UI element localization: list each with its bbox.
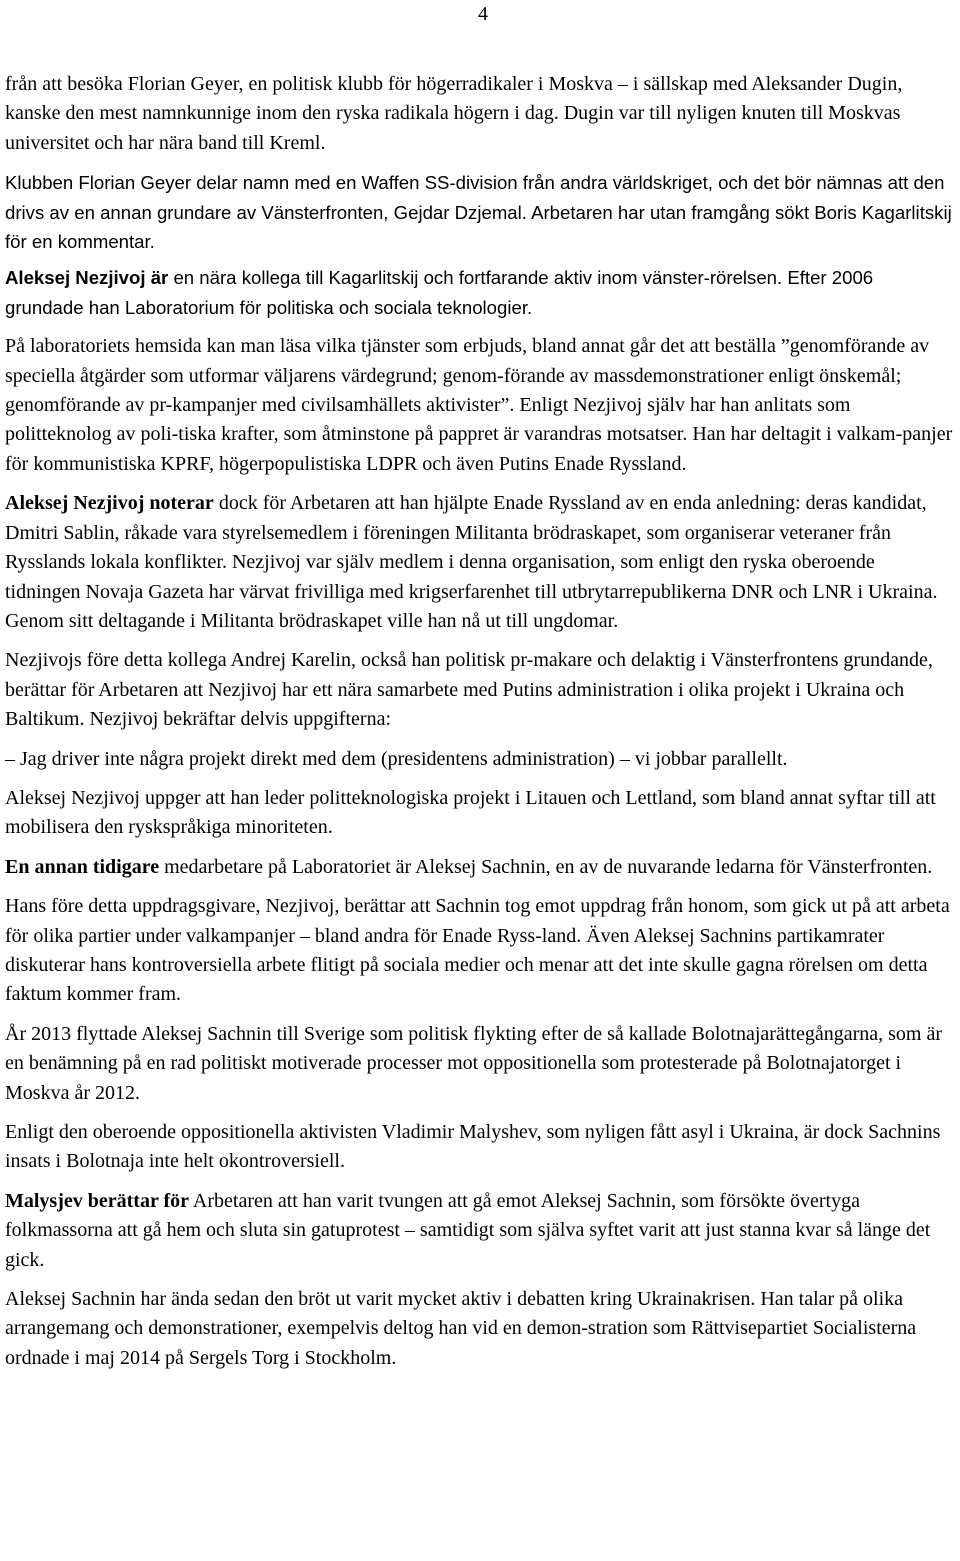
quote-paragraph: – Jag driver inte några projekt direkt med dem (presidentens administration) – vi jobbar parallellt.	[5, 747, 788, 770]
lead-in: En annan tidigare	[5, 855, 160, 878]
paragraph: År 2013 flyttade Aleksej Sachnin till Sverige som politisk flykting efter de så kallade Bolotnajarättegångarna, som är en benämning på en rad politiskt motiverade processer mot oppositionella som protesterade på Bolotnajatorget i Moskva år 2012.	[5, 1022, 942, 1104]
paragraph: Aleksej Nezjivoj uppger att han leder politteknologiska projekt i Litauen och Lettland, som bland annat syftar till att mobilisera den ryskspråkiga minoriteten.	[5, 786, 936, 839]
page-number: 4	[478, 3, 488, 25]
article-body	[5, 70, 955, 1383]
paragraph: På laboratoriets hemsida kan man läsa vilka tjänster som erbjuds, bland annat går det att beställa ”genomförande av speciella åtgärder som utformar väljarens värdegrund; genom-förande av massdemonstrationer enligt önskemål; genomförande av pr-kampanjer med civilsamhällets aktivister”. Enligt Nezjivoj själv har han anlitats som politteknolog av poli-tiska krafter, som åtminstone på pappret är varandras motsatser. Han har deltagit i valkam-panjer för kommunistiska KPRF, högerpopulistiska LDPR och även Putins Enade Ryssland.	[5, 335, 953, 475]
paragraph: Aleksej Sachnin har ända sedan den bröt ut varit mycket aktiv i debatten kring Ukrainakrisen. Han talar på olika arrangemang och demonstrationer, exempelvis deltog han vid en demon-stration som Rättvisepartiet Socialisterna ordnade i maj 2014 på Sergels Torg i Stockholm.	[5, 1288, 917, 1369]
paragraph-text: dock för Arbetaren att han hjälpte Enade Ryssland av en enda anledning: deras kandidat, Dmitri Sablin, råkade vara styrelsemedlem i föreningen Militanta brödraskapet, som organiserar veteraner från Rysslands lokala konflikter. Nezjivoj var själv medlem i denna organisation, som enligt den ryska oberoende tidningen Novaja Gazeta har värvat frivilliga med krigserfarenhet till utbrytarrepublikerna DNR och LNR i Ukraina. Genom sitt deltagande i Militanta brödraskapet ville han nå ut till ungdomar.	[5, 492, 938, 632]
lead-in: Malysjev berättar för	[5, 1189, 190, 1212]
paragraph	[5, 263, 955, 322]
paragraph	[5, 489, 955, 636]
paragraph: Enligt den oberoende oppositionella aktivisten Vladimir Malyshev, som nyligen fått asyl i Ukraina, är dock Sachnins insats i Bolotnaja inte helt okontroversiell.	[5, 1121, 941, 1173]
paragraph	[5, 853, 955, 882]
lead-in: Aleksej Nezjivoj är	[5, 267, 169, 289]
paragraph-text: en nära kollega till Kagarlitskij och fortfarande aktiv inom vänster-rörelsen. Efter 2006 grundade han Laboratorium för politiska och sociala teknologier.	[5, 267, 874, 318]
paragraph-text: medarbetare på Laboratoriet är Aleksej Sachnin, en av de nuvarande ledarna för Vänsterfronten.	[159, 855, 933, 878]
paragraph-text: Arbetaren att han varit tvungen att gå emot Aleksej Sachnin, som försökte övertyga folkmassorna att gå hem och sluta sin gatuprotest – samtidigt som själva syftet varit att just stanna kvar så länge det gick.	[5, 1189, 931, 1271]
paragraph: från att besöka Florian Geyer, en politisk klubb för högerradikaler i Moskva – i sällskap med Aleksander Dugin, kanske den mest namnkunnige inom den ryska radikala högern i dag. Dugin var till nyligen knuten till Moskvas universitet och har nära band till Kreml.	[5, 73, 903, 154]
paragraph: Hans före detta uppdragsgivare, Nezjivoj, berättar att Sachnin tog emot uppdrag från honom, som gick ut på att arbeta för olika partier under valkampanjer – bland andra för Enade Ryss-land. Även Aleksej Sachnins partikamrater diskuterar hans kontroversiella arbete flitigt på sociala medier och menar att det inte skulle gagna rörelsen om detta faktum kommer fram.	[5, 895, 950, 1006]
lead-in: Aleksej Nezjivoj noterar	[5, 492, 214, 515]
paragraph: Klubben Florian Geyer delar namn med en Waffen SS-division från andra världskriget, och det bör nämnas att den drivs av en annan grundare av Vänsterfronten, Gejdar Dzjemal. Arbetaren har utan framgång sökt Boris Kagarlitskij för en kommentar.	[5, 172, 952, 253]
paragraph: Nezjivojs före detta kollega Andrej Karelin, också han politisk pr-makare och delaktig i Vänsterfrontens grundande, berättar för Arbetaren att Nezjivoj har ett nära samarbete med Putins administration i olika projekt i Ukraina och Baltikum. Nezjivoj bekräftar delvis uppgifterna:	[5, 649, 933, 731]
paragraph	[5, 1187, 955, 1275]
